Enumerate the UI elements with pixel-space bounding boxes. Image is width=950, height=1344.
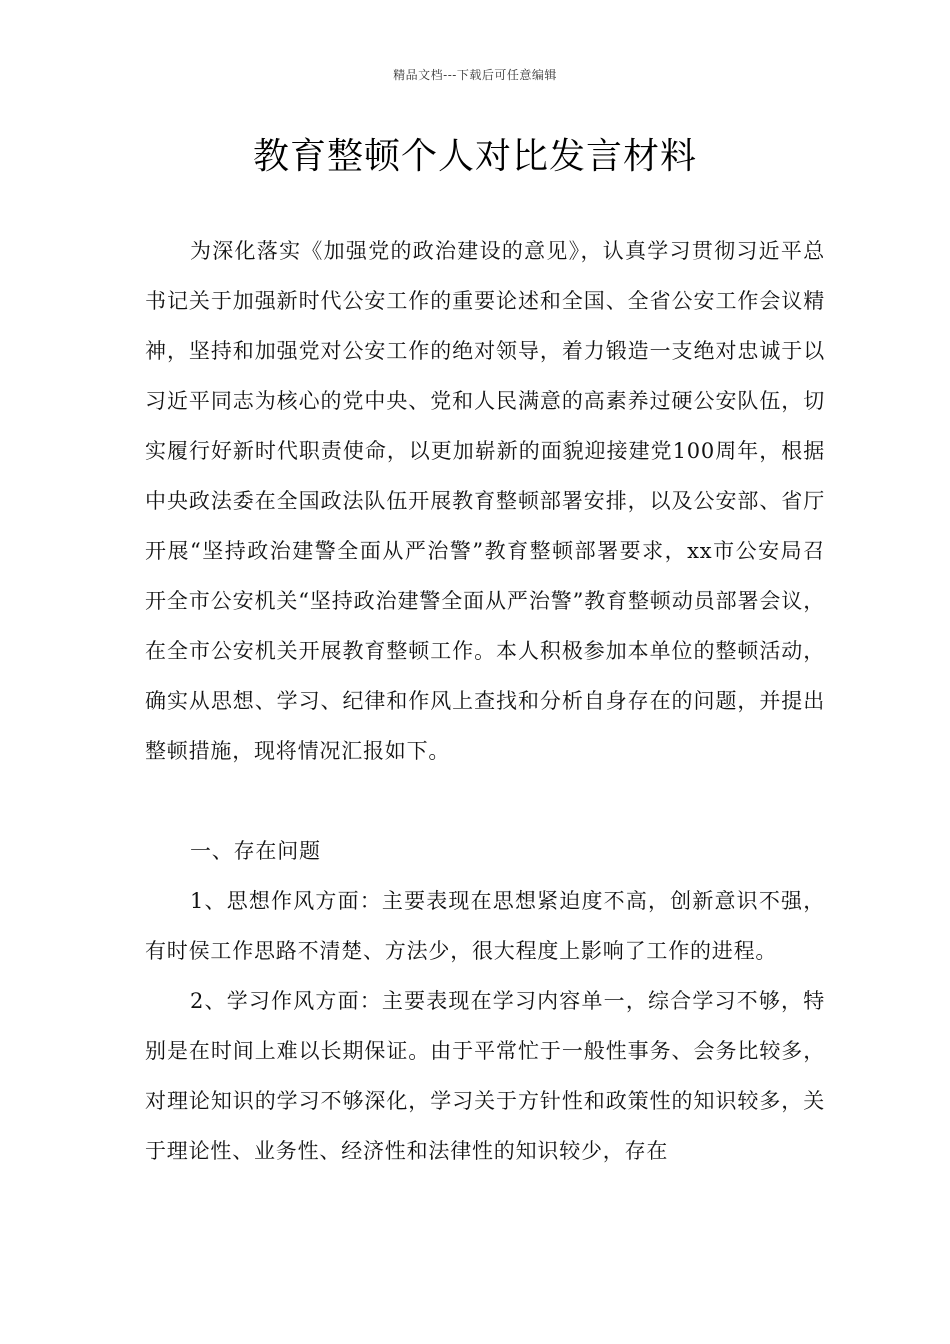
- intro-paragraph: 为深化落实《加强党的政治建设的意见》，认真学习贯彻习近平总书记关于加强新时代公安工作的重要论述和全国、全省公安工作会议精神，坚持和加强党对公安工作的绝对领导，着力锻造一支绝对忠诚于以习近平同志为核心的党中央、党和人民满意的高素养过硬公安队伍，切实履行好新时代职责使命，以更加崭新的面貌迎接建党100周年，根据中央政法委在全国政法队伍开展教育整顿部署安排，以及公安部、省厅开展“坚持政治建警全面从严治警”教育整顿部署要求，xx市公安局召开全市公安机关“坚持政治建警全面从严治警”教育整顿动员部署会议，在全市公安机关开展教育整顿工作。本人积极参加本单位的整顿活动，确实从思想、学习、纪律和作风上查找和分析自身存在的问题，并提出整顿措施，现将情况汇报如下。: [145, 239, 825, 763]
- problem-item-1: 1、思想作风方面：主要表现在思想紧迫度不高，创新意识不强，有时侯工作思路不清楚、方法少，很大程度上影响了工作的进程。: [145, 889, 825, 963]
- header-note: 精品文档---下载后可任意编辑: [393, 68, 557, 82]
- document-title: 教育整顿个人对比发言材料: [252, 136, 697, 177]
- problem-item-2: 2、学习作风方面：主要表现在学习内容单一，综合学习不够，特别是在时间上难以长期保证。由于平常忙于一般性事务、会务比较多，对理论知识的学习不够深化，学习关于方针性和政策性的知识较多，关于理论性、业务性、经济性和法律性的知识较少，存在: [145, 989, 825, 1163]
- section-heading: 一、存在问题: [190, 839, 321, 863]
- document-body: [145, 226, 825, 1176]
